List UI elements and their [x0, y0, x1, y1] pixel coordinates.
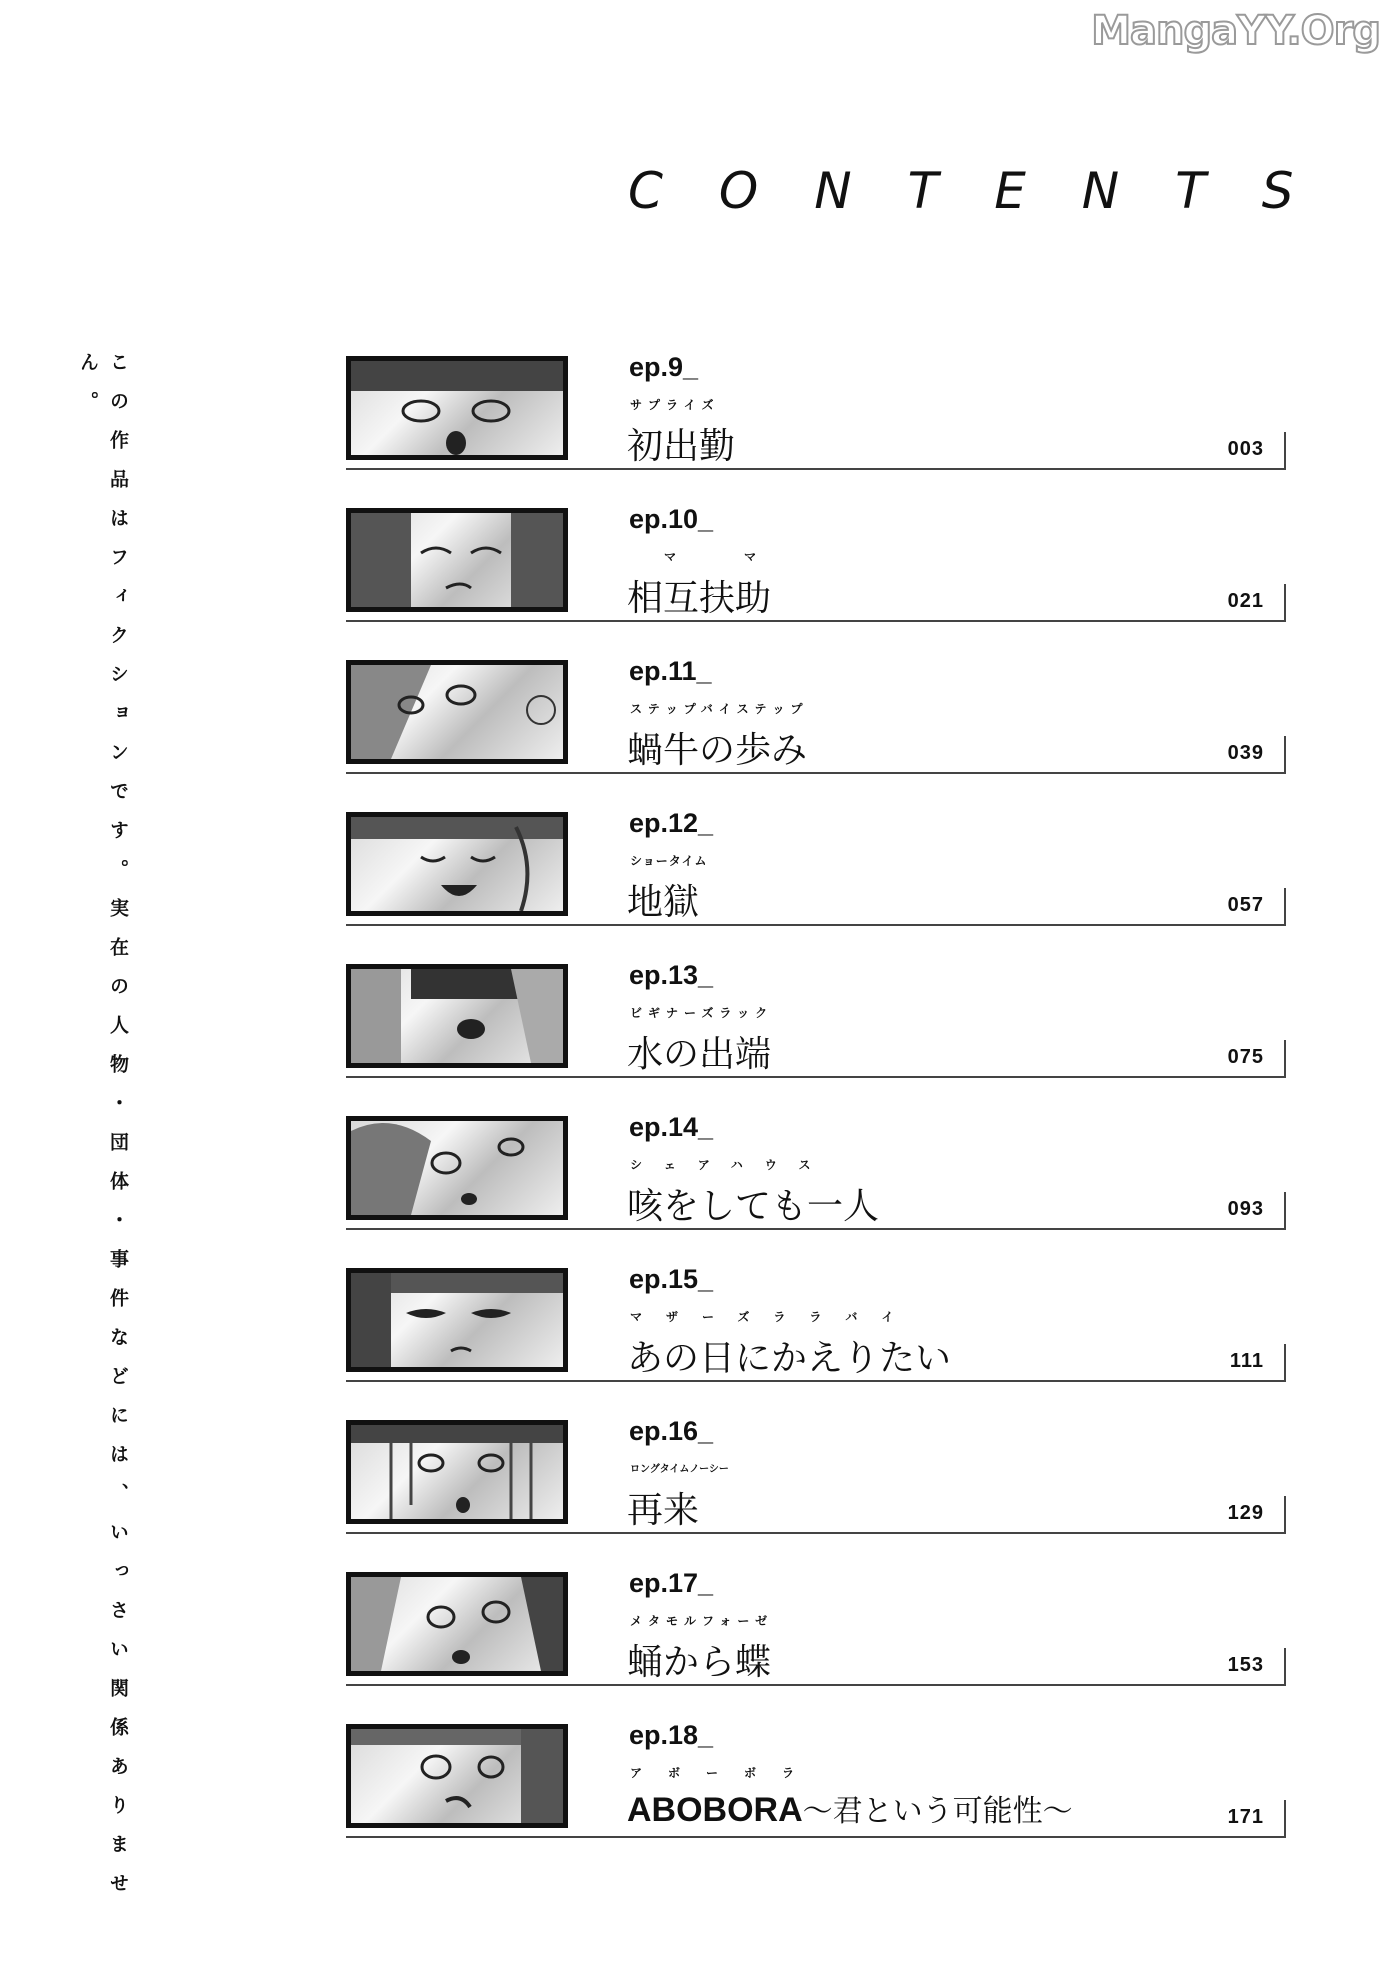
- entry-divider-tick: [1284, 736, 1286, 774]
- toc-entry[interactable]: [346, 960, 1286, 1090]
- entry-divider: [346, 1380, 1286, 1382]
- episode-title-text: 水の出端: [627, 1034, 772, 1075]
- entry-divider-tick: [1284, 584, 1286, 622]
- episode-title: [627, 1330, 951, 1381]
- entry-divider-tick: [1284, 1496, 1286, 1534]
- episode-ruby: ビギナーズラック: [630, 1006, 774, 1020]
- chapter-thumbnail: [346, 508, 568, 612]
- episode-number: ep.18_: [629, 1720, 714, 1750]
- entry-divider-tick: [1284, 1344, 1286, 1382]
- episode-number: ep.12_: [629, 808, 714, 838]
- episode-title: [627, 722, 807, 773]
- toc-entry[interactable]: [346, 808, 1286, 938]
- episode-title: [627, 1482, 699, 1533]
- entry-divider: [346, 1228, 1286, 1230]
- page-number: 129: [1227, 1502, 1264, 1524]
- episode-ruby: マザーズララバイ: [630, 1310, 918, 1324]
- episode-title-text: 咳をしても一人: [627, 1186, 880, 1227]
- toc-entry[interactable]: [346, 1264, 1286, 1394]
- episode-ruby: ステップバイステップ: [630, 702, 809, 716]
- toc-entry[interactable]: [346, 1720, 1286, 1850]
- episode-ruby: メタモルフォーゼ: [630, 1614, 774, 1628]
- episode-title: [627, 1786, 1073, 1830]
- chapter-thumbnail: [346, 356, 568, 460]
- episode-title-text: あの日にかえりたい: [627, 1338, 952, 1379]
- episode-ruby: ロングタイムノーシー: [630, 1464, 729, 1475]
- page-number: 021: [1227, 590, 1264, 612]
- entry-divider-tick: [1284, 1800, 1286, 1838]
- chapter-thumbnail: [346, 660, 568, 764]
- episode-title: [627, 874, 699, 925]
- chapter-thumbnail: [346, 1572, 568, 1676]
- episode-number: ep.14_: [629, 1112, 714, 1142]
- episode-number: ep.9_: [629, 352, 699, 382]
- entry-divider: [346, 1076, 1286, 1078]
- contents-heading: CONTENTS: [628, 162, 1350, 220]
- episode-ruby: マ マ: [664, 550, 785, 564]
- chapter-thumbnail: [346, 1268, 568, 1372]
- fiction-disclaimer: この作品はフィクションです。実在の人物・団体・事件などには、いっさい関係ありません。: [77, 352, 129, 1912]
- episode-title: [627, 570, 771, 621]
- chapter-thumbnail: [346, 1724, 568, 1828]
- episode-title: [627, 418, 735, 469]
- episode-title-text: 初出勤: [627, 426, 736, 467]
- toc-entry[interactable]: [346, 1112, 1286, 1242]
- entry-divider: [346, 1684, 1286, 1686]
- entry-divider: [346, 772, 1286, 774]
- toc-entry[interactable]: [346, 1568, 1286, 1698]
- page-number: 111: [1229, 1350, 1264, 1372]
- episode-title: [627, 1026, 771, 1077]
- episode-number: ep.15_: [629, 1264, 714, 1294]
- episode-number: ep.13_: [629, 960, 714, 990]
- page-number: 003: [1227, 438, 1264, 460]
- episode-ruby: シェアハウス: [630, 1158, 833, 1172]
- page-number: 171: [1227, 1806, 1264, 1828]
- episode-title-text: 再来: [627, 1490, 700, 1531]
- entry-divider: [346, 1836, 1286, 1838]
- page-number: 057: [1227, 894, 1264, 916]
- entry-divider: [346, 924, 1286, 926]
- episode-number: ep.10_: [629, 504, 714, 534]
- chapter-thumbnail: [346, 1420, 568, 1524]
- toc-entry[interactable]: [346, 656, 1286, 786]
- entry-divider: [346, 1532, 1286, 1534]
- episode-title: [627, 1178, 879, 1229]
- episode-number: ep.17_: [629, 1568, 714, 1598]
- page-number: 075: [1227, 1046, 1264, 1068]
- entry-divider: [346, 620, 1286, 622]
- episode-title-text: ～君という可能性～: [802, 1794, 1073, 1829]
- episode-title-text: 蝸牛の歩み: [627, 730, 808, 771]
- episode-ruby: ショータイム: [630, 854, 708, 868]
- chapter-thumbnail: [346, 964, 568, 1068]
- toc-entry[interactable]: [346, 504, 1286, 634]
- entry-divider-tick: [1284, 1040, 1286, 1078]
- chapter-thumbnail: [346, 1116, 568, 1220]
- episode-title-latin: ABOBORA: [627, 1791, 803, 1829]
- page-number: 039: [1227, 742, 1264, 764]
- toc-entry[interactable]: [346, 1416, 1286, 1546]
- site-watermark: MangaYY.Org: [1091, 8, 1380, 54]
- toc-entry[interactable]: [346, 352, 1286, 482]
- episode-title-text: 蛹から蝶: [627, 1642, 772, 1683]
- episode-title-text: 相互扶助: [627, 578, 772, 619]
- entry-divider-tick: [1284, 1192, 1286, 1230]
- entry-divider-tick: [1284, 888, 1286, 926]
- episode-number: ep.11_: [629, 656, 712, 686]
- chapter-thumbnail: [346, 812, 568, 916]
- episode-title-text: 地獄: [627, 882, 700, 923]
- entry-divider-tick: [1284, 1648, 1286, 1686]
- episode-ruby: アボーボラ: [630, 1766, 821, 1780]
- entry-divider: [346, 468, 1286, 470]
- page-number: 093: [1227, 1198, 1264, 1220]
- episode-title: [627, 1634, 771, 1685]
- entry-divider-tick: [1284, 432, 1286, 470]
- episode-number: ep.16_: [629, 1416, 714, 1446]
- episode-ruby: サプライズ: [630, 398, 720, 412]
- page-number: 153: [1227, 1654, 1264, 1676]
